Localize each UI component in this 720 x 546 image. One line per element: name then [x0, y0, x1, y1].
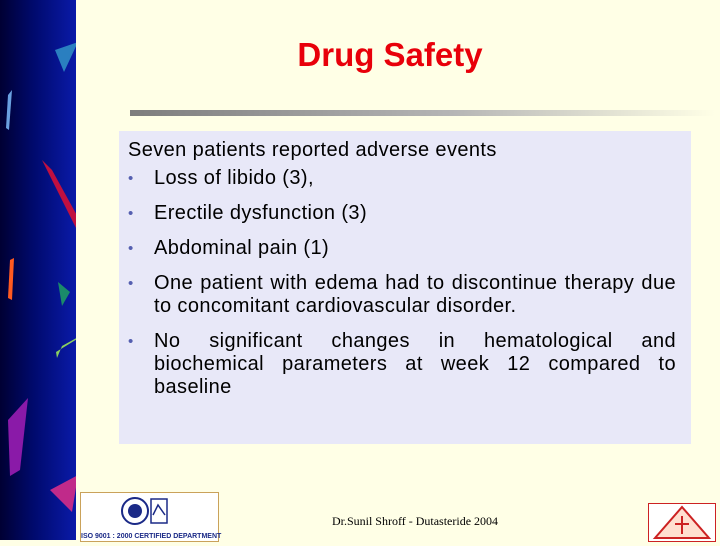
bullet-icon: • — [128, 205, 134, 222]
bullet-item — [128, 167, 676, 190]
bullet-item — [128, 330, 676, 399]
iso-caption: ISO 9001 : 2000 CERTIFIED DEPARTMENT — [81, 533, 222, 540]
bullet-text: Erectile dysfunction (3) — [154, 202, 368, 224]
shard-shape — [6, 90, 12, 130]
bullet-item — [128, 202, 676, 225]
bullet-item — [128, 272, 676, 318]
bullet-icon: • — [128, 333, 134, 350]
lead-sentence: Seven patients reported adverse events — [128, 139, 497, 161]
title-divider — [130, 110, 715, 116]
shard-shape — [58, 282, 70, 306]
footer-credit: Dr.Sunil Shroff - Dutasteride 2004 — [331, 514, 499, 528]
bullet-text: One patient with edema had to discontinue therapy due to concomitant cardiovascular disorder. — [154, 272, 676, 317]
shard-shape — [56, 325, 76, 358]
bullet-text: No significant changes in hematological and biochemical parameters at week 12 compared to baseline — [154, 330, 676, 398]
decorative-shards-graphic — [0, 0, 76, 540]
left-decorative-band — [0, 0, 76, 540]
slide-title: Drug Safety — [297, 36, 483, 73]
bullet-icon: • — [128, 170, 134, 187]
bullet-text: Loss of libido (3), — [154, 167, 314, 189]
certification-seals-icon — [81, 493, 218, 531]
bullet-list — [128, 167, 676, 411]
bullet-icon: • — [128, 240, 134, 257]
shard-shape — [50, 475, 76, 512]
shard-shape — [8, 258, 14, 300]
shard-shape — [55, 42, 76, 72]
iso-certification-logo — [80, 492, 222, 542]
bullet-item — [128, 237, 676, 260]
shard-shape — [42, 160, 76, 232]
bullet-text: Abdominal pain (1) — [154, 237, 330, 259]
department-emblem — [648, 503, 716, 542]
bullet-icon: • — [128, 275, 134, 292]
emblem-triangle-icon — [649, 504, 715, 541]
shard-shape — [8, 398, 28, 476]
